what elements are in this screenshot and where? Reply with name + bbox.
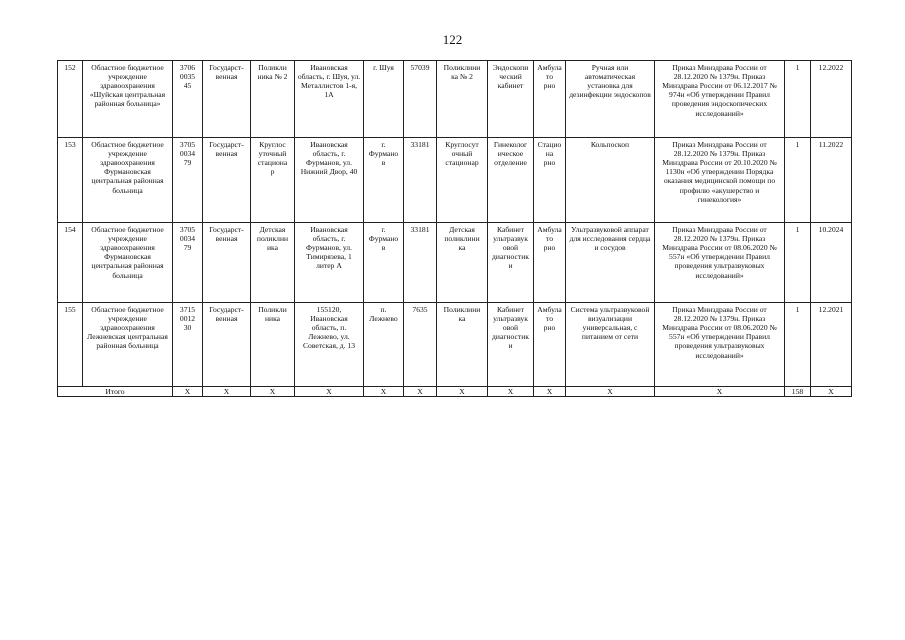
organization-code: 3705 0034 79 (173, 138, 203, 223)
equipment-name: Ультразвуковой аппарат для исследования сердца и сосудов (566, 223, 655, 303)
page-number: 122 (442, 32, 463, 47)
subdivision: Детская поликлини ка (437, 223, 488, 303)
structural-unit: Детская поликлин ика (251, 223, 295, 303)
address: Ивановская область, г. Шуя, ул. Металлистов 1-я, 1А (295, 61, 364, 138)
room: Эндоскопи ческий кабинет (488, 61, 534, 138)
organization-name: Областное бюджетное учреждение здравоохранения «Шуйская центральная районная больница» (83, 61, 173, 138)
delivery-date: 12.2021 (811, 303, 852, 387)
table-row (58, 61, 852, 138)
table-row (58, 138, 852, 223)
settlement: г. Шуя (364, 61, 404, 138)
total-mark: X (173, 387, 203, 397)
regulatory-order: Приказ Минздрава России от 28.12.2020 № 1379н. Приказ Минздрава России от 06.12.2017 № 974н «Об утверждении Правил проведения эндоскопических исследований» (655, 61, 785, 138)
organization-code: 3706 0035 45 (173, 61, 203, 138)
row-number: 155 (58, 303, 83, 387)
care-conditions: Амбулато рно (534, 223, 566, 303)
oktmo-code: 33181 (404, 223, 437, 303)
care-conditions: Амбулато рно (534, 303, 566, 387)
oktmo-code: 57039 (404, 61, 437, 138)
organization-name: Областное бюджетное учреждение здравоохранения Фурмановская центральная районная больница (83, 223, 173, 303)
subdivision: Поликлини ка (437, 303, 488, 387)
ownership-form: Государст- венная (203, 303, 251, 387)
structural-unit: Круглос уточный стациона р (251, 138, 295, 223)
regulatory-order: Приказ Минздрава России от 28.12.2020 № 1379н. Приказ Минздрава России от 20.10.2020 № 1130н «Об утверждении Порядка оказания медицинской помощи по профилю «акушерство и гинекология» (655, 138, 785, 223)
total-mark: X (364, 387, 404, 397)
regulatory-order: Приказ Минздрава России от 28.12.2020 № 1379н. Приказ Минздрава России от 08.06.2020 № 557н «Об утверждении Правил проведения ультразвуковых исследований» (655, 303, 785, 387)
oktmo-code: 33181 (404, 138, 437, 223)
organization-name: Областное бюджетное учреждение здравоохранения Фурмановская центральная районная больница (83, 138, 173, 223)
total-label: Итого (58, 387, 173, 397)
equipment-name: Система ультразвуковой визуализации универсальная, с питанием от сети (566, 303, 655, 387)
row-number: 152 (58, 61, 83, 138)
delivery-date: 10.2024 (811, 223, 852, 303)
total-mark: X (295, 387, 364, 397)
ownership-form: Государст- венная (203, 61, 251, 138)
oktmo-code: 7635 (404, 303, 437, 387)
care-conditions: Стациона рно (534, 138, 566, 223)
equipment-name: Кольпоскоп (566, 138, 655, 223)
room: Кабинет ультразвук овой диагностик и (488, 303, 534, 387)
total-quantity: 158 (785, 387, 811, 397)
organization-code: 3705 0034 79 (173, 223, 203, 303)
settlement: г. Фурмано в (364, 138, 404, 223)
subdivision: Поликлини ка № 2 (437, 61, 488, 138)
delivery-date: 12.2022 (811, 61, 852, 138)
total-row (58, 387, 852, 397)
row-number: 153 (58, 138, 83, 223)
settlement: г. Фурмано в (364, 223, 404, 303)
structural-unit: Поликли ника (251, 303, 295, 387)
equipment-table (57, 60, 852, 397)
delivery-date: 11.2022 (811, 138, 852, 223)
total-mark: X (437, 387, 488, 397)
care-conditions: Амбулато рно (534, 61, 566, 138)
table-row (58, 303, 852, 387)
regulatory-order: Приказ Минздрава России от 28.12.2020 № 1379н. Приказ Минздрава России от 08.06.2020 № 557н «Об утверждении Правил проведения ультразвуковых исследований» (655, 223, 785, 303)
ownership-form: Государст- венная (203, 138, 251, 223)
address: Ивановская область, г. Фурманов, ул. Нижний Двор, 40 (295, 138, 364, 223)
total-mark: X (488, 387, 534, 397)
organization-name: Областное бюджетное учреждение здравоохранения Лежневская центральная районная больница (83, 303, 173, 387)
address: 155120, Ивановская область, п. Лежнево, ул. Советская, д. 13 (295, 303, 364, 387)
total-mark: X (811, 387, 852, 397)
subdivision: Круглосут очный стационар (437, 138, 488, 223)
address: Ивановская область, г. Фурманов, ул. Тимирязева, 1 литер А (295, 223, 364, 303)
organization-code: 3715 0012 30 (173, 303, 203, 387)
room: Гинеколог ическое отделение (488, 138, 534, 223)
total-mark: X (566, 387, 655, 397)
total-mark: X (251, 387, 295, 397)
quantity: 1 (785, 61, 811, 138)
settlement: п. Лежнево (364, 303, 404, 387)
ownership-form: Государст- венная (203, 223, 251, 303)
total-mark: X (203, 387, 251, 397)
quantity: 1 (785, 223, 811, 303)
total-mark: X (404, 387, 437, 397)
total-mark: X (655, 387, 785, 397)
room: Кабинет ультразвук овой диагностик и (488, 223, 534, 303)
quantity: 1 (785, 138, 811, 223)
table-row (58, 223, 852, 303)
equipment-name: Ручная или автоматическая установка для дезинфекции эндоскопов (566, 61, 655, 138)
row-number: 154 (58, 223, 83, 303)
structural-unit: Поликли ника № 2 (251, 61, 295, 138)
quantity: 1 (785, 303, 811, 387)
total-mark: X (534, 387, 566, 397)
